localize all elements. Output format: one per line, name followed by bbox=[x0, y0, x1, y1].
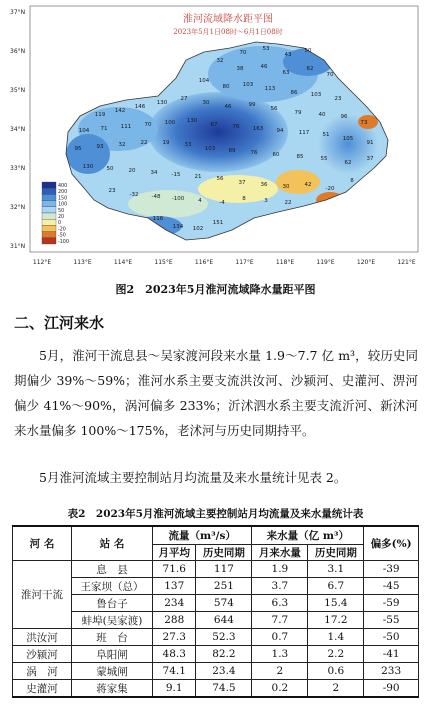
header-station: 站 名 bbox=[72, 526, 153, 561]
anomaly-value: 53 bbox=[262, 46, 270, 52]
cell-river: 史灌河 bbox=[13, 680, 72, 698]
legend-label: 200 bbox=[58, 190, 68, 196]
anomaly-value: 20 bbox=[128, 168, 136, 174]
anomaly-value: 23 bbox=[108, 188, 116, 194]
anomaly-value: 105 bbox=[342, 136, 354, 142]
anomaly-value: 30 bbox=[282, 184, 290, 190]
anomaly-value: 55 bbox=[320, 156, 328, 162]
legend-label: 400 bbox=[58, 184, 68, 189]
anomaly-value: 116 bbox=[152, 216, 164, 222]
header-month-avg: 月平均 bbox=[153, 545, 196, 561]
lon-label: 117°E bbox=[235, 259, 254, 266]
cell-flow-hist: 23.4 bbox=[196, 663, 252, 680]
cell-flow-hist: 82.2 bbox=[196, 646, 252, 663]
anomaly-value: 80 bbox=[222, 84, 230, 90]
anomaly-value: 51 bbox=[322, 132, 330, 138]
anomaly-value: 142 bbox=[114, 108, 126, 114]
paragraph-table-reference: 5月淮河流域主要控制站月均流量及来水量统计见表 2。 bbox=[39, 470, 347, 485]
header-volume: 来水量（亿 m³） bbox=[252, 526, 364, 545]
anomaly-value: 70 bbox=[239, 50, 247, 56]
cell-vol: 0.7 bbox=[252, 629, 308, 646]
legend-swatch bbox=[42, 182, 56, 188]
lon-label: 120°E bbox=[356, 259, 376, 266]
anomaly-value: 62 bbox=[344, 160, 352, 166]
anomaly-value: 63 bbox=[282, 70, 290, 76]
legend-label: -20 bbox=[58, 227, 66, 233]
cell-station: 班 台 bbox=[72, 629, 153, 646]
cell-vol: 7.7 bbox=[252, 612, 308, 629]
cell-station: 阜阳闸 bbox=[72, 646, 153, 663]
lon-label: 116°E bbox=[194, 259, 214, 266]
cell-vol-hist: 2 bbox=[308, 680, 364, 698]
legend-label: 100 bbox=[58, 202, 68, 208]
figure-caption: 图2 2023年5月淮河流域降水量距平图 bbox=[115, 283, 316, 296]
lon-label: 121°E bbox=[397, 259, 416, 266]
anomaly-value: 27 bbox=[180, 96, 188, 102]
lat-label: 31°N bbox=[10, 243, 26, 250]
cell-station: 王家坝（总） bbox=[72, 578, 153, 595]
anomaly-value: -20 bbox=[325, 186, 335, 192]
legend-label: 150 bbox=[58, 196, 68, 202]
cell-vol-hist: 1.4 bbox=[308, 629, 364, 646]
lat-label: 37°N bbox=[10, 9, 26, 16]
anomaly-value: 73 bbox=[360, 120, 368, 126]
anomaly-value: 76 bbox=[250, 150, 258, 156]
header-flow: 流量（m³/s） bbox=[153, 526, 252, 545]
anomaly-value: 46 bbox=[260, 64, 268, 70]
table-row bbox=[13, 561, 419, 578]
cell-vol: 0.2 bbox=[252, 680, 308, 698]
table-row bbox=[13, 629, 419, 646]
cell-station: 鲁台子 bbox=[72, 595, 153, 612]
cell-flow-hist: 251 bbox=[196, 578, 252, 595]
cell-vol: 3.7 bbox=[252, 578, 308, 595]
header-river: 河 名 bbox=[13, 526, 72, 561]
cell-vol-hist: 15.4 bbox=[308, 595, 364, 612]
cell-pct: -55 bbox=[364, 612, 419, 629]
anomaly-value: 67 bbox=[210, 122, 218, 128]
lat-label: 36°N bbox=[10, 48, 26, 55]
table-row bbox=[13, 578, 419, 595]
cell-vol: 1.3 bbox=[252, 646, 308, 663]
anomaly-value: 117 bbox=[298, 130, 310, 136]
cell-flow: 288 bbox=[153, 612, 196, 629]
longitude-labels bbox=[33, 259, 416, 266]
anomaly-value: 104 bbox=[78, 128, 90, 134]
anomaly-value: 22 bbox=[140, 140, 148, 146]
anomaly-value: 32 bbox=[118, 142, 126, 148]
anomaly-value: -32 bbox=[129, 192, 139, 198]
cell-vol: 1.9 bbox=[252, 561, 308, 578]
table-row bbox=[13, 595, 419, 612]
table-row bbox=[13, 663, 419, 680]
anomaly-value: 22 bbox=[284, 200, 292, 206]
cell-flow: 71.6 bbox=[153, 561, 196, 578]
anomaly-value: 56 bbox=[270, 106, 278, 112]
anomaly-value: 85 bbox=[296, 154, 304, 160]
legend-swatch bbox=[42, 232, 56, 238]
cell-pct: -59 bbox=[364, 595, 419, 612]
lon-label: 118°E bbox=[275, 259, 295, 266]
anomaly-value: 130 bbox=[82, 164, 94, 170]
cell-vol-hist: 6.7 bbox=[308, 578, 364, 595]
anomaly-value: 23 bbox=[334, 96, 342, 102]
lat-label: 33°N bbox=[10, 165, 26, 172]
anomaly-value: 70 bbox=[326, 72, 334, 78]
anomaly-value: 42 bbox=[304, 182, 312, 188]
anomaly-value: 103 bbox=[242, 82, 254, 88]
cell-flow: 137 bbox=[153, 578, 196, 595]
lon-label: 113°E bbox=[73, 259, 92, 266]
cell-river: 沙颍河 bbox=[13, 646, 72, 663]
legend-swatch bbox=[42, 213, 56, 219]
legend-swatch bbox=[42, 194, 56, 200]
anomaly-value: 119 bbox=[94, 112, 106, 118]
lon-label: 115°E bbox=[154, 259, 173, 266]
cell-station: 息 县 bbox=[72, 561, 153, 578]
lon-label: 112°E bbox=[32, 259, 52, 266]
cell-station: 蒙城闸 bbox=[72, 663, 153, 680]
anomaly-value: 103 bbox=[204, 146, 216, 152]
anomaly-value: 3 bbox=[264, 198, 268, 204]
anomaly-value: 91 bbox=[366, 140, 374, 146]
precipitation-anomaly-map bbox=[8, 4, 423, 274]
anomaly-value: 76 bbox=[232, 124, 240, 130]
anomaly-value: -100 bbox=[171, 196, 185, 202]
cell-vol-hist: 2.2 bbox=[308, 646, 364, 663]
table-row bbox=[13, 680, 419, 698]
anomaly-value: 32 bbox=[216, 58, 224, 64]
cell-flow-hist: 74.5 bbox=[196, 680, 252, 698]
cell-flow-hist: 117 bbox=[196, 561, 252, 578]
cell-pct: -45 bbox=[364, 578, 419, 595]
cell-pct: -50 bbox=[364, 629, 419, 646]
anomaly-value: 93 bbox=[96, 144, 104, 150]
cell-pct: 233 bbox=[364, 663, 419, 680]
anomaly-value: 71 bbox=[100, 126, 108, 132]
legend-label: 50 bbox=[58, 208, 65, 214]
anomaly-value: 43 bbox=[284, 52, 292, 58]
legend-label: 0 bbox=[58, 221, 62, 227]
lat-label: 35°N bbox=[10, 87, 26, 94]
table-caption: 表2 2023年5月淮河流域主要控制站月均流量及来水量统计表 bbox=[67, 508, 364, 520]
anomaly-value: 94 bbox=[276, 128, 284, 134]
cell-flow-hist: 52.3 bbox=[196, 629, 252, 646]
lon-label: 119°E bbox=[316, 259, 335, 266]
anomaly-value: 86 bbox=[290, 90, 298, 96]
anomaly-value: -4 bbox=[219, 200, 225, 206]
anomaly-value: 130 bbox=[156, 100, 168, 106]
cell-vol-hist: 0.6 bbox=[308, 663, 364, 680]
cell-flow: 48.3 bbox=[153, 646, 196, 663]
cell-station: 蚌埠(吴家渡) bbox=[72, 612, 153, 629]
lon-label: 114°E bbox=[113, 259, 133, 266]
cell-flow-hist: 644 bbox=[196, 612, 252, 629]
anomaly-value: 102 bbox=[192, 226, 204, 232]
header-change: 偏多(%) bbox=[364, 526, 419, 561]
legend-swatch bbox=[42, 225, 56, 231]
cell-flow: 27.3 bbox=[153, 629, 196, 646]
header-month-vol: 月来水量 bbox=[252, 545, 308, 561]
anomaly-value: 21 bbox=[194, 174, 202, 180]
section-title: 二、江河来水 bbox=[14, 314, 105, 332]
anomaly-value: 38 bbox=[236, 66, 244, 72]
anomaly-value: 36 bbox=[260, 182, 268, 188]
anomaly-value: 37 bbox=[366, 156, 374, 162]
cell-flow-hist: 574 bbox=[196, 595, 252, 612]
cell-river: 洪汝河 bbox=[13, 629, 72, 646]
cell-flow: 234 bbox=[153, 595, 196, 612]
anomaly-value: 4 bbox=[198, 198, 202, 204]
map-title: 淮河流域降水距平图 bbox=[183, 14, 273, 25]
anomaly-value: 37 bbox=[238, 180, 246, 186]
anomaly-value: 46 bbox=[224, 104, 232, 110]
legend-swatch bbox=[42, 188, 56, 194]
cell-river: 淮河干流 bbox=[13, 561, 72, 629]
cell-vol: 6.3 bbox=[252, 595, 308, 612]
anomaly-value: 95 bbox=[74, 146, 82, 152]
cell-pct: -90 bbox=[364, 680, 419, 698]
table-row bbox=[13, 646, 419, 663]
cell-flow: 74.1 bbox=[153, 663, 196, 680]
anomaly-value: 151 bbox=[212, 220, 224, 226]
lat-label: 34°N bbox=[10, 126, 26, 133]
cell-pct: -41 bbox=[364, 646, 419, 663]
flow-statistics-table bbox=[12, 525, 419, 698]
anomaly-value: 70 bbox=[144, 122, 152, 128]
table-row bbox=[13, 612, 419, 629]
anomaly-value: 56 bbox=[216, 176, 224, 182]
anomaly-value: 111 bbox=[120, 124, 132, 130]
anomaly-value: 60 bbox=[272, 152, 280, 158]
cell-pct: -39 bbox=[364, 561, 419, 578]
anomaly-value: -48 bbox=[151, 194, 161, 200]
latitude-labels bbox=[10, 9, 25, 250]
cell-vol-hist: 3.1 bbox=[308, 561, 364, 578]
cell-vol-hist: 17.2 bbox=[308, 612, 364, 629]
anomaly-value: 33 bbox=[184, 142, 192, 148]
cell-station: 蒋家集 bbox=[72, 680, 153, 698]
paragraph-inflow-summary: 5月，淮河干流息县～吴家渡河段来水量 1.9～7.7 亿 m³，较历史同期偏少 39%～59%；淮河水系主要支流洪汝河、沙颍河、史灌河、淠河偏少 41%～90%，涡河偏多 233%；沂沭泗水系主要支流沂河、新沭河来水量偏多 100%～175%，老沭河与历史同期持平。 bbox=[14, 348, 418, 438]
anomaly-value: 100 bbox=[164, 120, 176, 126]
anomaly-value: 30 bbox=[202, 100, 210, 106]
map-subtitle: 2023年5月1日08时～6月1日08时 bbox=[173, 28, 283, 36]
lat-label: 32°N bbox=[10, 204, 26, 211]
anomaly-value: 146 bbox=[134, 104, 146, 110]
legend-label: -100 bbox=[58, 239, 69, 245]
legend-label: -50 bbox=[58, 233, 66, 239]
anomaly-value: 134 bbox=[172, 224, 184, 230]
legend-swatch bbox=[42, 238, 56, 244]
anomaly-value: 79 bbox=[294, 110, 302, 116]
header-hist-avg: 历史同期 bbox=[196, 545, 252, 561]
anomaly-value: 96 bbox=[340, 114, 348, 120]
anomaly-value: 163 bbox=[252, 126, 264, 132]
legend-label: 20 bbox=[58, 215, 65, 220]
anomaly-value: 62 bbox=[306, 66, 314, 72]
cell-river: 涡 河 bbox=[13, 663, 72, 680]
anomaly-value: 50 bbox=[304, 48, 312, 54]
legend-swatch bbox=[42, 219, 56, 225]
anomaly-value: 103 bbox=[310, 92, 322, 98]
anomaly-value: 19 bbox=[162, 140, 170, 146]
anomaly-value: 99 bbox=[248, 102, 256, 108]
legend-swatch bbox=[42, 201, 56, 207]
anomaly-value: 8 bbox=[242, 196, 246, 202]
map-svg bbox=[8, 4, 423, 274]
anomaly-value: 89 bbox=[228, 148, 236, 154]
header-hist-vol: 历史同期 bbox=[308, 545, 364, 561]
anomaly-value: 104 bbox=[198, 78, 210, 84]
anomaly-value: 113 bbox=[264, 86, 276, 92]
anomaly-value: -15 bbox=[171, 172, 181, 178]
anomaly-value: 130 bbox=[186, 118, 198, 124]
legend-swatch bbox=[42, 207, 56, 213]
anomaly-value: 50 bbox=[106, 166, 114, 172]
anomaly-value: 8 bbox=[350, 178, 354, 184]
anomaly-value: 40 bbox=[318, 112, 326, 118]
anomaly-value: 34 bbox=[150, 170, 158, 176]
cell-flow: 9.1 bbox=[153, 680, 196, 698]
cell-vol: 2 bbox=[252, 663, 308, 680]
